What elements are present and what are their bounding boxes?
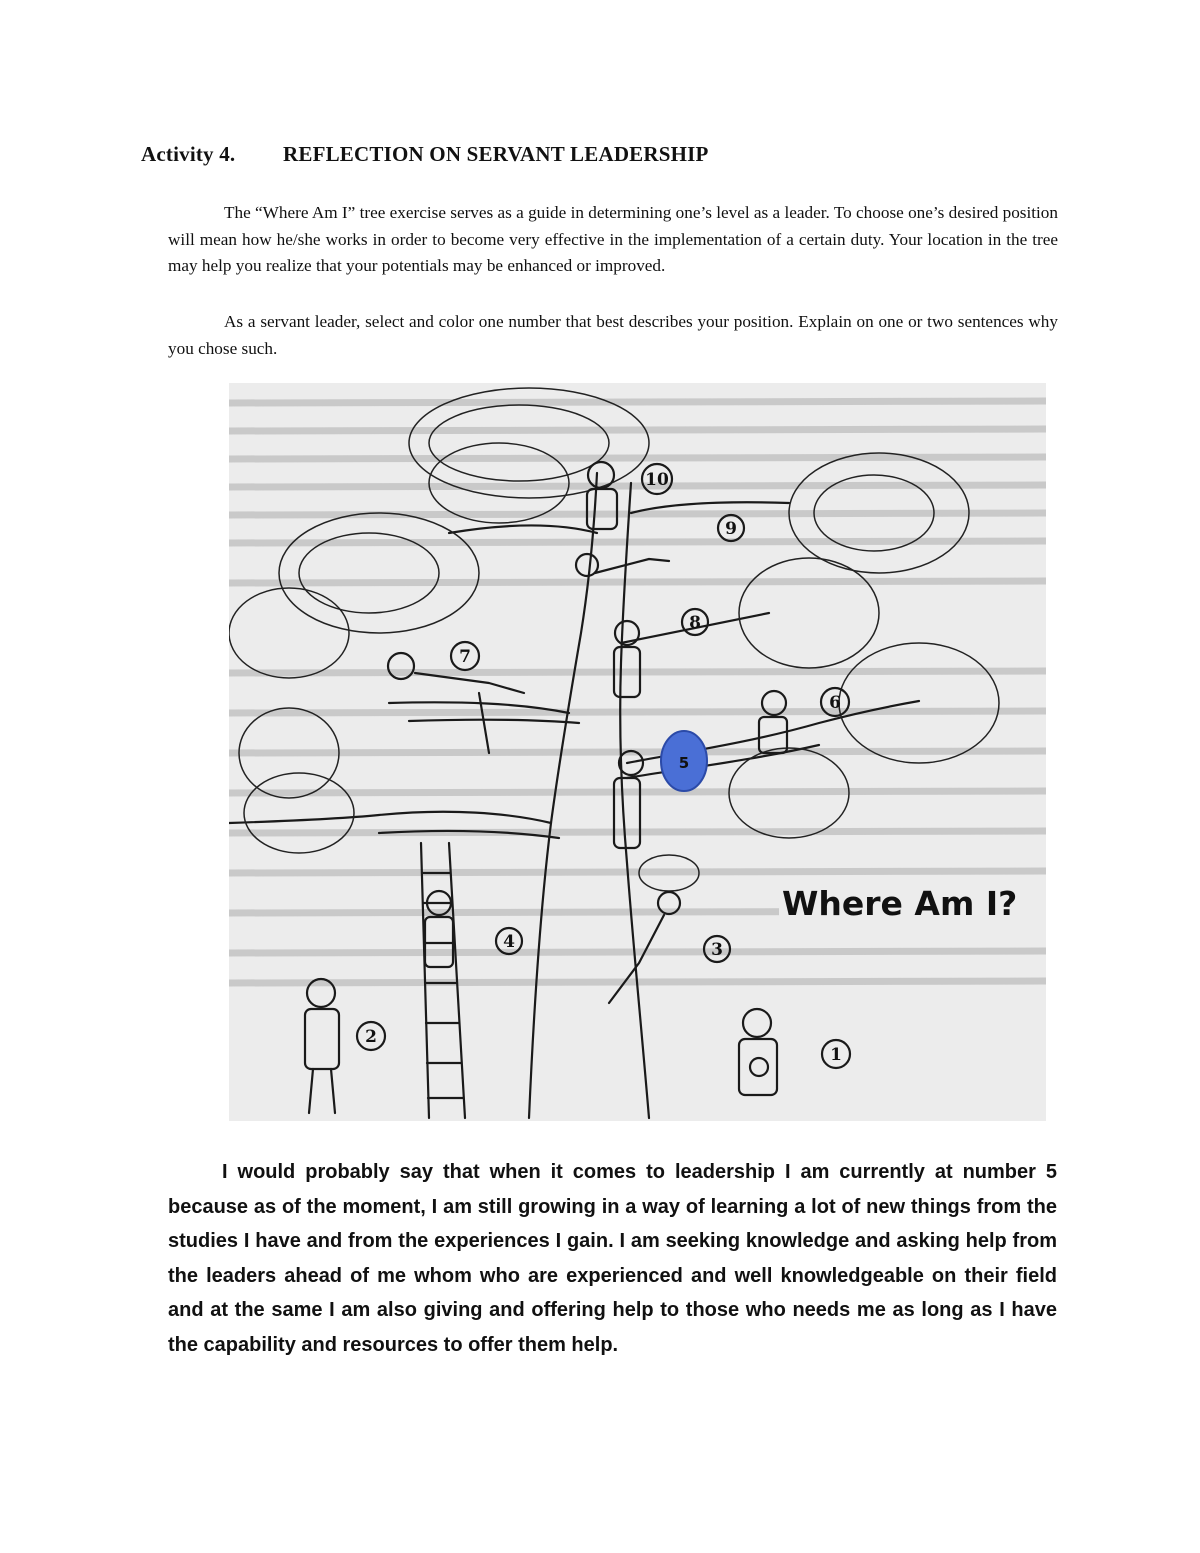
activity-heading bbox=[141, 142, 709, 167]
activity-title: REFLECTION ON SERVANT LEADERSHIP bbox=[283, 142, 709, 166]
position-label-7[interactable] bbox=[451, 642, 479, 670]
intro-paragraph-2: As a servant leader, select and color one number that best describes your position. Explain on one or two sentences why you chose such. bbox=[168, 312, 1058, 358]
reflection-answer: I would probably say that when it comes to leadership I am currently at number 5 because as of the moment, I am still growing in a way of learning a lot of new things from the studies I have and from the experiences I gain. I am seeking knowledge and asking help from the leaders ahead of me whom who are experienced and well knowledgeable on their field and at the same I am also giving and offering help to those who needs me as long as I have the capability and resources to offer them help. bbox=[168, 1161, 1057, 1356]
climber-figures bbox=[305, 462, 787, 1113]
position-label-8[interactable] bbox=[682, 609, 708, 635]
svg-text:4: 4 bbox=[503, 932, 515, 952]
position-label-10[interactable] bbox=[642, 464, 672, 494]
svg-text:2: 2 bbox=[365, 1027, 377, 1047]
svg-text:5: 5 bbox=[678, 754, 690, 772]
position-label-1[interactable] bbox=[822, 1040, 850, 1068]
svg-text:7: 7 bbox=[459, 647, 471, 667]
svg-text:6: 6 bbox=[829, 693, 841, 713]
svg-text:10: 10 bbox=[645, 470, 669, 490]
svg-text:9: 9 bbox=[725, 519, 737, 539]
intro-paragraph-1: The “Where Am I” tree exercise serves as a guide in determining one’s level as a leader. To choose one’s desired position will mean how he/she works in order to become very effective in the implementation of a certain duty. Your location in the tree may help you realize that your potentials may be enhanced or improved. bbox=[168, 203, 1058, 275]
position-label-4[interactable] bbox=[496, 928, 522, 954]
position-label-6[interactable] bbox=[821, 688, 849, 716]
position-label-2[interactable] bbox=[357, 1022, 385, 1050]
svg-text:1: 1 bbox=[830, 1045, 842, 1065]
activity-number: Activity 4. bbox=[141, 142, 236, 166]
tree-illustration bbox=[229, 383, 1046, 1121]
svg-text:8: 8 bbox=[689, 613, 701, 633]
position-label-5-selected[interactable] bbox=[661, 731, 707, 791]
position-label-9[interactable] bbox=[718, 515, 744, 541]
svg-text:3: 3 bbox=[711, 940, 723, 960]
figure-title: Where Am I? bbox=[782, 884, 1018, 923]
where-am-i-tree-figure bbox=[229, 383, 1046, 1121]
